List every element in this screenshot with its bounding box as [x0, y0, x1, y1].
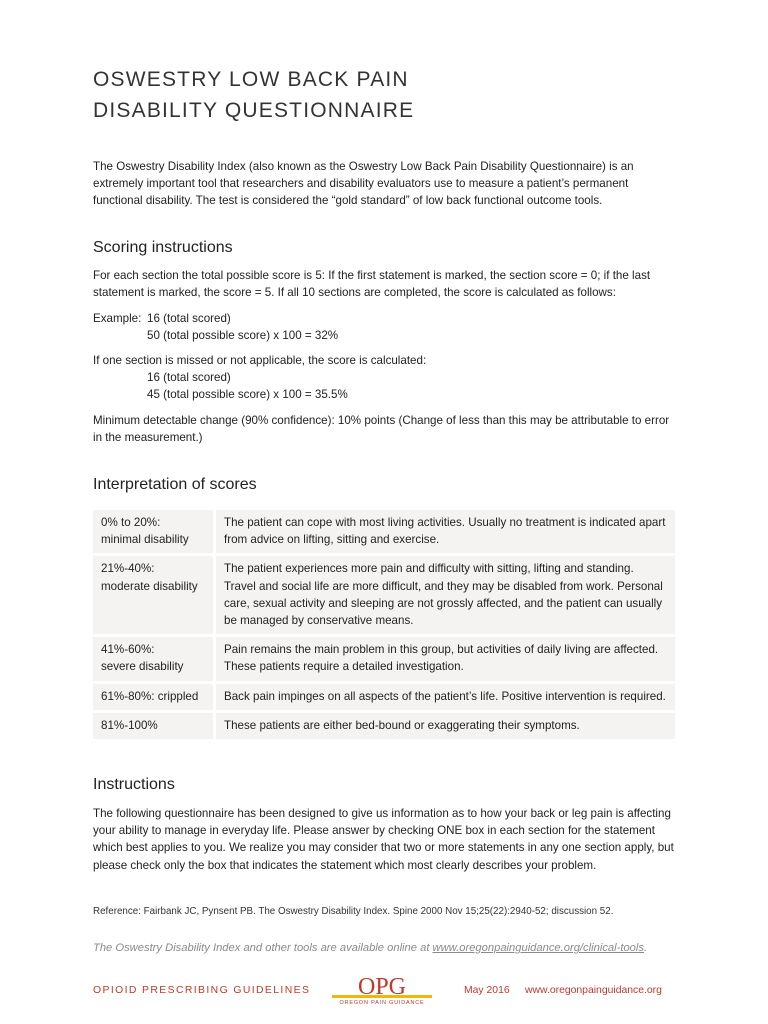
score-range: 21%-40%: moderate disability	[93, 556, 216, 634]
table-row	[93, 713, 675, 739]
footer-date: May 2016	[464, 985, 510, 996]
score-range: 61%-80%: crippled	[93, 684, 216, 710]
instructions-text: The following questionnaire has been designed to give us information as to how your back or leg pain is affecting your ability to manage in everyday life. Please answer by checking ONE box in each section for the statement which best applies to you. We realize you may consider that two or more statements in any one section apply, but please check only the box that indicates the statement which most clearly describes your problem.	[93, 807, 674, 872]
score-description: Pain remains the main problem in this group, but activities of daily living are affected. These patients require a detailed investigation.	[216, 637, 675, 680]
score-range: 81%-100%	[93, 713, 216, 739]
table-row	[93, 637, 675, 680]
missed-section-text: If one section is missed or not applicable, the score is calculated:	[93, 354, 427, 367]
document-title	[93, 64, 414, 126]
opg-logo-text: OPG	[357, 974, 407, 1000]
online-suffix: .	[643, 942, 648, 954]
online-prefix: The Oswestry Disability Index and other tools are available online at	[93, 942, 433, 954]
clinical-tools-link[interactable]: www.oregonpainguidance.org/clinical-tools	[432, 942, 644, 954]
missed-line-1: 16 (total scored)	[147, 371, 231, 384]
example-line-1: 16 (total scored)	[147, 312, 231, 325]
score-description: Back pain impinges on all aspects of the patient’s life. Positive intervention is required.	[216, 684, 675, 710]
instructions-heading: Instructions	[93, 776, 175, 793]
table-row	[93, 556, 675, 634]
table-row	[93, 510, 675, 553]
footer-guidelines-label: OPIOID PRESCRIBING GUIDELINES	[93, 985, 311, 996]
interpretation-heading: Interpretation of scores	[93, 476, 257, 493]
example-line-2: 50 (total possible score) x 100 = 32%	[147, 329, 339, 343]
interpretation-table	[93, 507, 675, 742]
score-description: The patient experiences more pain and difficulty with sitting, lifting and standing. Travel and social life are more difficult, and they may be disabled from work. Personal care, sexual activity and sleeping are not grossly affected, and the patient can usually be managed by conservative means.	[216, 556, 675, 634]
missed-line-2: 45 (total possible score) x 100 = 35.5%	[147, 388, 348, 402]
footer-website-link[interactable]: www.oregonpainguidance.org	[525, 985, 662, 996]
score-description: The patient can cope with most living activities. Usually no treatment is indicated apart from advice on lifting, sitting and exercise.	[216, 510, 675, 553]
example-label: Example:	[93, 312, 142, 325]
missed-calculation	[93, 369, 348, 403]
opg-logo-subtitle: OREGON PAIN GUIDANCE	[339, 1000, 425, 1005]
title-line-2: DISABILITY QUESTIONNAIRE	[93, 99, 415, 122]
title-line-1: OSWESTRY LOW BACK PAIN	[93, 68, 409, 91]
reference-text: Reference: Fairbank JC, Pynsent PB. The Oswestry Disability Index. Spine 2000 Nov 15;25(22):2940-52; discussion 52.	[93, 906, 614, 917]
score-range: 41%-60%: severe disability	[93, 637, 216, 680]
mdc-text: Minimum detectable change (90% confidence): 10% points (Change of less than this may be attributable to error in the measurement.)	[93, 414, 670, 445]
opg-logo	[332, 971, 432, 1005]
score-range: 0% to 20%: minimal disability	[93, 510, 216, 553]
table-row	[93, 684, 675, 710]
online-availability	[93, 942, 647, 954]
intro-paragraph: The Oswestry Disability Index (also known as the Oswestry Low Back Pain Disability Questionnaire) is an extremely important tool that researchers and disability evaluators use to measure a patient’s permanent functional disability. The test is considered the “gold standard” of low back functional outcome tools.	[93, 160, 634, 208]
example-calculation	[93, 310, 338, 344]
score-description: These patients are either bed-bound or exaggerating their symptoms.	[216, 713, 675, 739]
scoring-text: For each section the total possible score is 5: If the first statement is marked, the section score = 0; if the last statement is marked, the score = 5. If all 10 sections are completed, the score is calculated as follows:	[93, 269, 651, 300]
scoring-heading: Scoring instructions	[93, 239, 233, 256]
